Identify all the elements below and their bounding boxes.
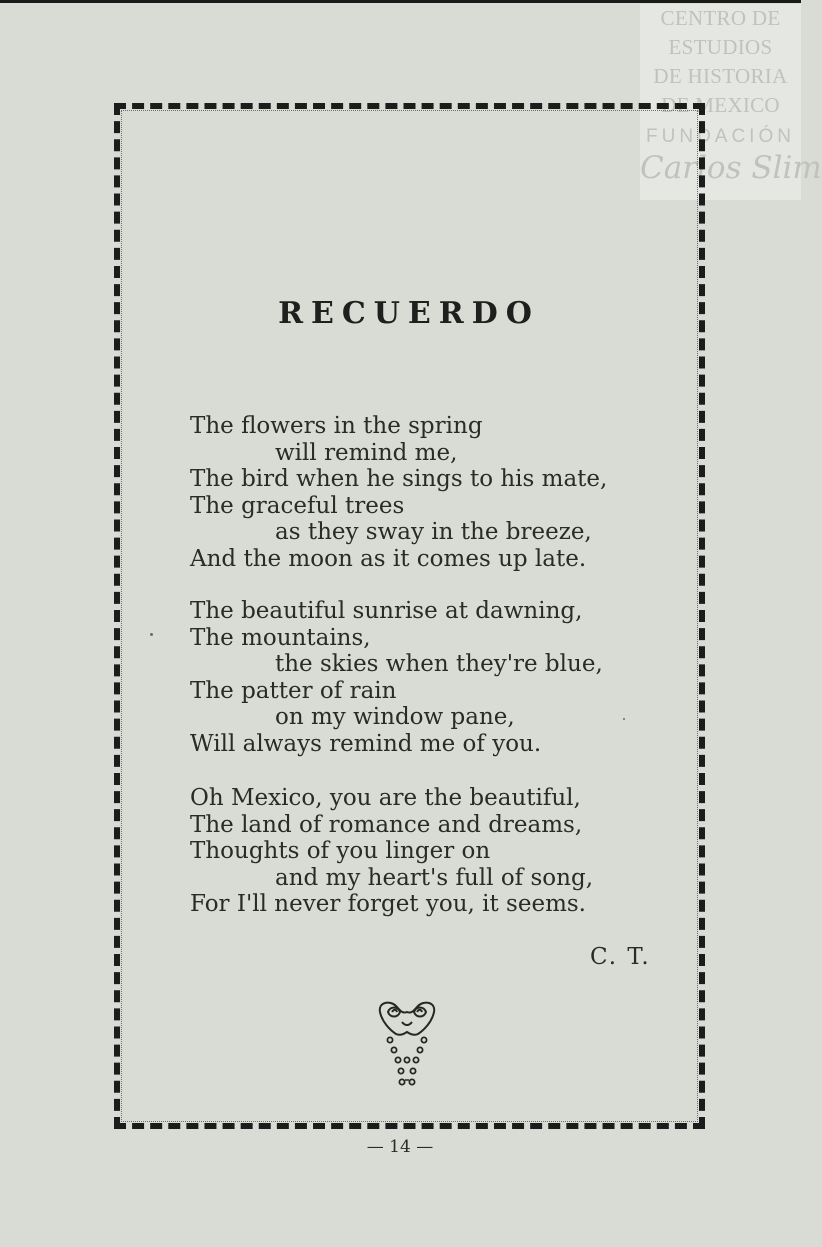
paper-speck (623, 718, 625, 720)
poem-line: and my heart's full of song, (275, 864, 594, 891)
watermark-line: DE HISTORIA (653, 64, 788, 88)
watermark-line: DE MEXICO (661, 93, 780, 117)
paper-speck (150, 633, 153, 636)
poem-line: will remind me, (275, 439, 458, 466)
watermark-line: CENTRO DE (660, 6, 781, 30)
floral-ornament-icon (372, 998, 442, 1098)
poem-stanza-2 (190, 598, 603, 757)
poem-line: The flowers in the spring (190, 413, 483, 439)
poem-line: And the moon as it comes up late. (190, 545, 587, 572)
author-initials: C. T. (590, 944, 651, 970)
poem-line: as they sway in the breeze, (275, 519, 592, 545)
poem-stanza-3 (190, 785, 593, 918)
poem-title: RECUERDO (278, 296, 540, 331)
poem-line: The mountains, (190, 624, 371, 651)
watermark-line: ESTUDIOS (668, 35, 773, 59)
poem-line: Thoughts of you linger on (190, 838, 491, 864)
poem-line: The land of romance and dreams, (190, 811, 583, 838)
poem-line: Will always remind me of you. (190, 730, 542, 757)
poem-line: the skies when they're blue, (275, 651, 603, 677)
watermark-signature: Carlos Slim (640, 150, 822, 186)
poem-line: The patter of rain (190, 677, 397, 704)
poem-stanza-1 (190, 413, 607, 572)
poem-line: Oh Mexico, you are the beautiful, (190, 785, 581, 811)
poem-line: The beautiful sunrise at dawning, (190, 598, 583, 624)
watermark-fundacion: FUNDACIÓN (646, 126, 795, 147)
poem-line: For I'll never forget you, it seems. (190, 891, 586, 917)
page-top-edge (0, 0, 801, 3)
poem-line: on my window pane, (275, 704, 515, 730)
poem-line: The graceful trees (190, 492, 405, 519)
poem-line: The bird when he sings to his mate, (190, 466, 608, 492)
page-number: — 14 — (366, 1137, 434, 1157)
